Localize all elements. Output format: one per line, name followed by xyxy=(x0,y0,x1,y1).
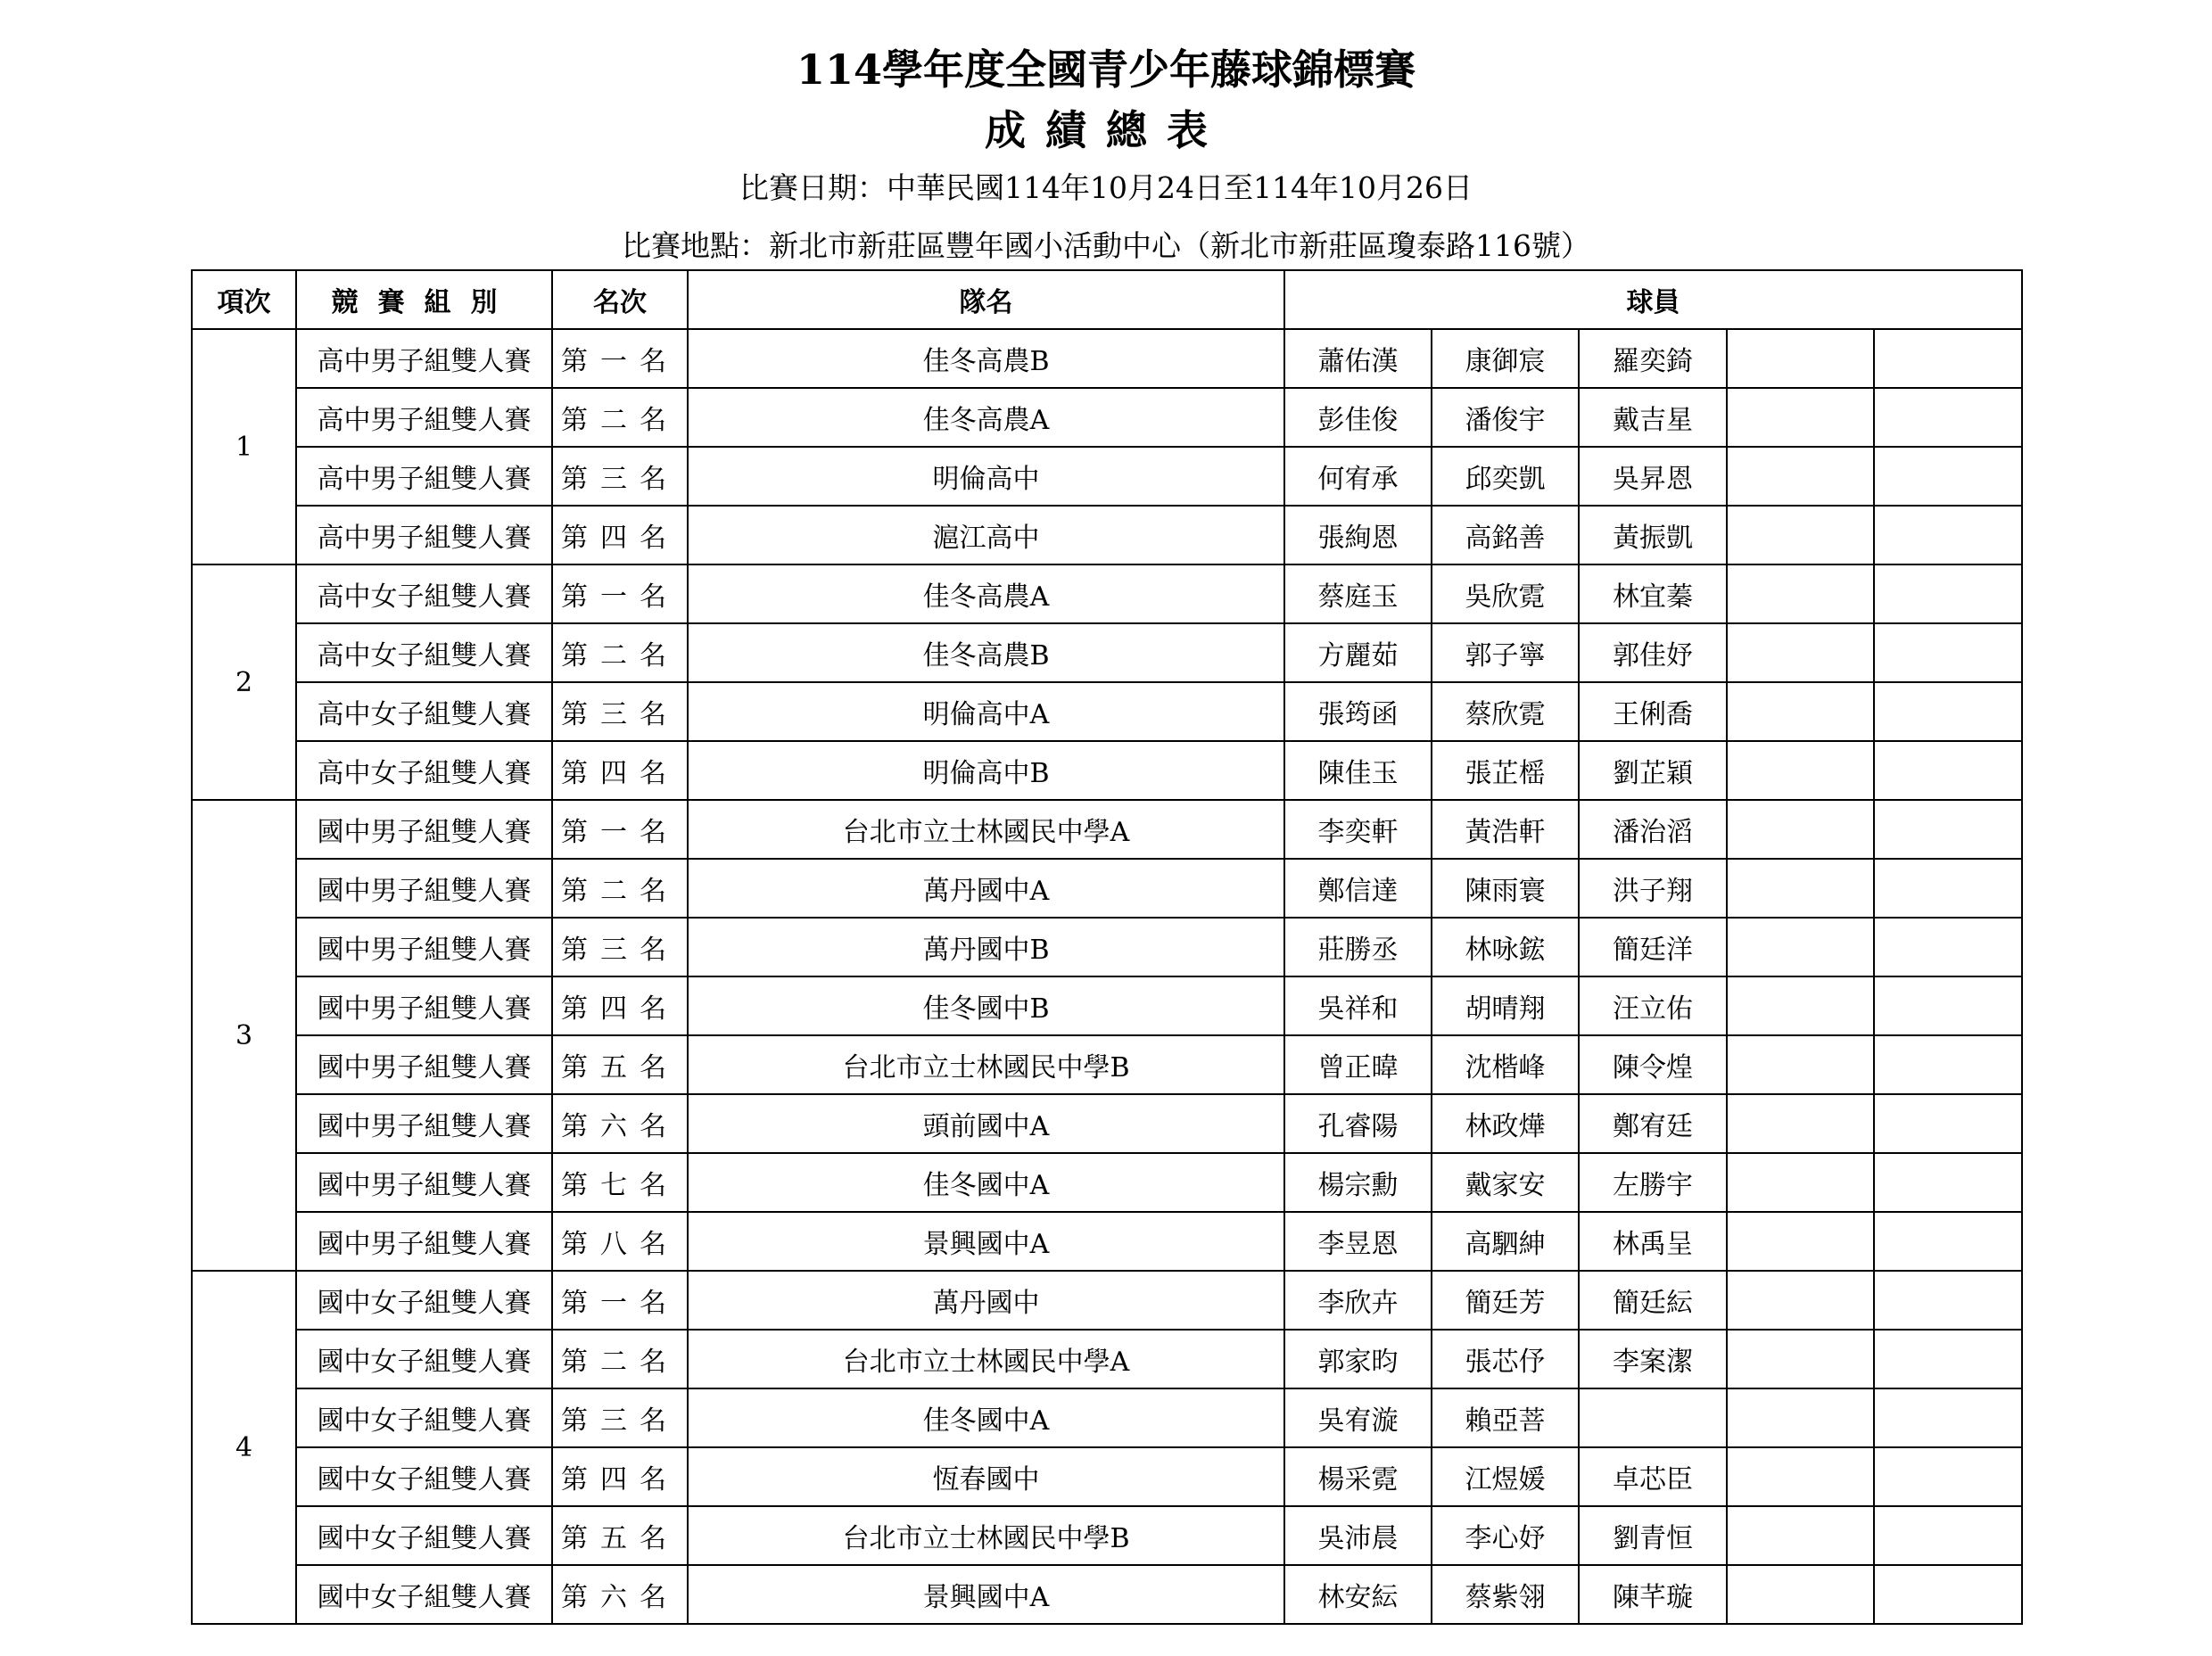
empty-player-cell xyxy=(1727,741,1874,800)
empty-player-cell xyxy=(1874,859,2022,918)
player-cell: 林安紜 xyxy=(1284,1565,1432,1624)
division-cell: 高中女子組雙人賽 xyxy=(296,682,552,741)
header-item-no: 項次 xyxy=(192,270,296,329)
player-cell: 李心妤 xyxy=(1432,1506,1579,1565)
table-row xyxy=(192,564,2022,623)
division-cell: 國中男子組雙人賽 xyxy=(296,859,552,918)
table-row xyxy=(192,859,2022,918)
player-cell: 郭家昀 xyxy=(1284,1330,1432,1388)
team-cell: 明倫高中 xyxy=(688,447,1284,506)
empty-player-cell xyxy=(1874,1330,2022,1388)
player-cell: 張絢恩 xyxy=(1284,506,1432,564)
table-row xyxy=(192,506,2022,564)
table-row xyxy=(192,1094,2022,1153)
player-cell: 林宜蓁 xyxy=(1579,564,1727,623)
item-number-cell: 4 xyxy=(192,1271,296,1624)
team-cell: 明倫高中A xyxy=(688,682,1284,741)
empty-player-cell xyxy=(1874,447,2022,506)
table-row xyxy=(192,1212,2022,1271)
table-row xyxy=(192,800,2022,859)
empty-player-cell xyxy=(1874,388,2022,447)
document-subtitle: 成績總表 xyxy=(985,106,1227,154)
team-cell: 台北市立士林國民中學B xyxy=(688,1035,1284,1094)
team-cell: 景興國中A xyxy=(688,1212,1284,1271)
table-row xyxy=(192,682,2022,741)
player-cell: 郭子寧 xyxy=(1432,623,1579,682)
empty-player-cell xyxy=(1727,976,1874,1035)
player-cell: 高駟紳 xyxy=(1432,1212,1579,1271)
division-cell: 國中男子組雙人賽 xyxy=(296,800,552,859)
player-cell: 楊采霓 xyxy=(1284,1447,1432,1506)
player-cell: 林政燁 xyxy=(1432,1094,1579,1153)
player-cell: 左勝宇 xyxy=(1579,1153,1727,1212)
division-cell: 國中男子組雙人賽 xyxy=(296,918,552,976)
player-cell: 林咏鋐 xyxy=(1432,918,1579,976)
rank-cell: 第四名 xyxy=(552,741,688,800)
player-cell: 黃振凱 xyxy=(1579,506,1727,564)
player-cell: 陳芊璇 xyxy=(1579,1565,1727,1624)
team-cell: 萬丹國中A xyxy=(688,859,1284,918)
table-row xyxy=(192,1506,2022,1565)
rank-cell: 第八名 xyxy=(552,1212,688,1271)
rank-cell: 第七名 xyxy=(552,1153,688,1212)
division-cell: 國中男子組雙人賽 xyxy=(296,1212,552,1271)
player-cell: 何宥承 xyxy=(1284,447,1432,506)
rank-cell: 第二名 xyxy=(552,623,688,682)
rank-cell: 第一名 xyxy=(552,800,688,859)
empty-player-cell xyxy=(1727,1035,1874,1094)
player-cell: 戴吉星 xyxy=(1579,388,1727,447)
player-cell: 邱奕凱 xyxy=(1432,447,1579,506)
player-cell: 張筠函 xyxy=(1284,682,1432,741)
rank-cell: 第二名 xyxy=(552,388,688,447)
player-cell: 李欣卉 xyxy=(1284,1271,1432,1330)
competition-venue: 比賽地點：新北市新莊區豐年國小活動中心（新北市新莊區瓊泰路116號） xyxy=(622,228,1590,263)
results-body xyxy=(192,329,2022,1624)
player-cell: 胡晴翔 xyxy=(1432,976,1579,1035)
team-cell: 萬丹國中B xyxy=(688,918,1284,976)
rank-cell: 第二名 xyxy=(552,859,688,918)
document-title: 114學年度全國青少年藤球錦標賽 xyxy=(796,45,1416,94)
rank-cell: 第三名 xyxy=(552,447,688,506)
player-cell: 簡廷洋 xyxy=(1579,918,1727,976)
table-row xyxy=(192,1035,2022,1094)
division-cell: 國中男子組雙人賽 xyxy=(296,1153,552,1212)
empty-player-cell xyxy=(1874,623,2022,682)
table-row xyxy=(192,1565,2022,1624)
player-cell: 蔡紫翎 xyxy=(1432,1565,1579,1624)
player-cell: 李奕軒 xyxy=(1284,800,1432,859)
header-team: 隊名 xyxy=(688,270,1284,329)
player-cell: 黃浩軒 xyxy=(1432,800,1579,859)
player-cell: 沈楷峰 xyxy=(1432,1035,1579,1094)
player-cell: 方麗茹 xyxy=(1284,623,1432,682)
empty-player-cell xyxy=(1727,447,1874,506)
player-cell: 張芯伃 xyxy=(1432,1330,1579,1388)
table-row xyxy=(192,1271,2022,1330)
table-row xyxy=(192,329,2022,388)
division-cell: 國中女子組雙人賽 xyxy=(296,1447,552,1506)
empty-player-cell xyxy=(1727,800,1874,859)
empty-player-cell xyxy=(1874,800,2022,859)
player-cell: 簡廷芳 xyxy=(1432,1271,1579,1330)
table-row xyxy=(192,1388,2022,1447)
division-cell: 高中男子組雙人賽 xyxy=(296,506,552,564)
player-cell: 鄭信達 xyxy=(1284,859,1432,918)
empty-player-cell xyxy=(1874,1388,2022,1447)
empty-player-cell xyxy=(1727,918,1874,976)
competition-date: 比賽日期：中華民國114年10月24日至114年10月26日 xyxy=(739,170,1473,205)
team-cell: 景興國中A xyxy=(688,1565,1284,1624)
team-cell: 佳冬國中A xyxy=(688,1388,1284,1447)
division-cell: 國中男子組雙人賽 xyxy=(296,1035,552,1094)
division-cell: 國中女子組雙人賽 xyxy=(296,1565,552,1624)
player-cell: 李昱恩 xyxy=(1284,1212,1432,1271)
empty-player-cell xyxy=(1874,1153,2022,1212)
team-cell: 佳冬國中B xyxy=(688,976,1284,1035)
empty-player-cell xyxy=(1727,859,1874,918)
item-number-cell: 1 xyxy=(192,329,296,564)
table-row xyxy=(192,447,2022,506)
team-cell: 滬江高中 xyxy=(688,506,1284,564)
table-row xyxy=(192,1330,2022,1388)
player-cell: 吳欣霓 xyxy=(1432,564,1579,623)
player-cell: 江煜媛 xyxy=(1432,1447,1579,1506)
player-cell: 高銘善 xyxy=(1432,506,1579,564)
player-cell: 賴亞菩 xyxy=(1432,1388,1579,1447)
rank-cell: 第一名 xyxy=(552,1271,688,1330)
table-row xyxy=(192,388,2022,447)
rank-cell: 第四名 xyxy=(552,1447,688,1506)
empty-player-cell xyxy=(1727,388,1874,447)
team-cell: 台北市立士林國民中學B xyxy=(688,1506,1284,1565)
empty-player-cell xyxy=(1874,1094,2022,1153)
player-cell: 洪子翔 xyxy=(1579,859,1727,918)
team-cell: 佳冬高農B xyxy=(688,623,1284,682)
player-cell: 陳令煌 xyxy=(1579,1035,1727,1094)
player-cell: 羅奕錡 xyxy=(1579,329,1727,388)
empty-player-cell xyxy=(1874,1565,2022,1624)
player-cell: 潘治滔 xyxy=(1579,800,1727,859)
player-cell: 林禹呈 xyxy=(1579,1212,1727,1271)
rank-cell: 第三名 xyxy=(552,682,688,741)
rank-cell: 第四名 xyxy=(552,506,688,564)
player-cell: 吳祥和 xyxy=(1284,976,1432,1035)
table-row xyxy=(192,1153,2022,1212)
rank-cell: 第三名 xyxy=(552,918,688,976)
empty-player-cell xyxy=(1874,506,2022,564)
empty-player-cell xyxy=(1874,564,2022,623)
table-row xyxy=(192,976,2022,1035)
rank-cell: 第六名 xyxy=(552,1094,688,1153)
rank-cell: 第六名 xyxy=(552,1565,688,1624)
player-cell: 郭佳妤 xyxy=(1579,623,1727,682)
player-cell: 汪立佑 xyxy=(1579,976,1727,1035)
empty-player-cell xyxy=(1874,1506,2022,1565)
player-cell: 楊宗勳 xyxy=(1284,1153,1432,1212)
rank-cell: 第二名 xyxy=(552,1330,688,1388)
team-cell: 台北市立士林國民中學A xyxy=(688,800,1284,859)
empty-player-cell xyxy=(1727,1447,1874,1506)
empty-player-cell xyxy=(1727,506,1874,564)
division-cell: 國中男子組雙人賽 xyxy=(296,976,552,1035)
table-row xyxy=(192,918,2022,976)
player-cell: 孔睿陽 xyxy=(1284,1094,1432,1153)
team-cell: 佳冬高農B xyxy=(688,329,1284,388)
division-cell: 國中女子組雙人賽 xyxy=(296,1506,552,1565)
division-cell: 高中女子組雙人賽 xyxy=(296,741,552,800)
empty-player-cell xyxy=(1874,1035,2022,1094)
empty-player-cell xyxy=(1727,1330,1874,1388)
division-cell: 國中女子組雙人賽 xyxy=(296,1330,552,1388)
header-division: 競賽組別 xyxy=(296,270,552,329)
team-cell: 恆春國中 xyxy=(688,1447,1284,1506)
player-cell: 戴家安 xyxy=(1432,1153,1579,1212)
player-cell: 吳昇恩 xyxy=(1579,447,1727,506)
player-cell: 簡廷紜 xyxy=(1579,1271,1727,1330)
player-cell: 陳雨寰 xyxy=(1432,859,1579,918)
empty-player-cell xyxy=(1727,623,1874,682)
empty-player-cell xyxy=(1874,1212,2022,1271)
table-header-row xyxy=(192,270,2022,329)
division-cell: 高中男子組雙人賽 xyxy=(296,388,552,447)
division-cell: 國中女子組雙人賽 xyxy=(296,1271,552,1330)
player-cell: 吳宥漩 xyxy=(1284,1388,1432,1447)
player-cell: 李案潔 xyxy=(1579,1330,1727,1388)
player-cell: 彭佳俊 xyxy=(1284,388,1432,447)
division-cell: 高中女子組雙人賽 xyxy=(296,623,552,682)
player-cell: 張芷榣 xyxy=(1432,741,1579,800)
team-cell: 佳冬國中A xyxy=(688,1153,1284,1212)
player-cell: 蔡庭玉 xyxy=(1284,564,1432,623)
empty-player-cell xyxy=(1727,1212,1874,1271)
empty-player-cell xyxy=(1874,1271,2022,1330)
team-cell: 萬丹國中 xyxy=(688,1271,1284,1330)
rank-cell: 第五名 xyxy=(552,1506,688,1565)
division-cell: 國中女子組雙人賽 xyxy=(296,1388,552,1447)
division-cell: 高中男子組雙人賽 xyxy=(296,329,552,388)
item-number-cell: 2 xyxy=(192,564,296,800)
empty-player-cell xyxy=(1727,1565,1874,1624)
item-number-cell: 3 xyxy=(192,800,296,1271)
empty-player-cell xyxy=(1874,741,2022,800)
table-row xyxy=(192,1447,2022,1506)
division-cell: 高中女子組雙人賽 xyxy=(296,564,552,623)
team-cell: 佳冬高農A xyxy=(688,388,1284,447)
player-cell: 蔡欣霓 xyxy=(1432,682,1579,741)
player-cell xyxy=(1579,1388,1727,1447)
player-cell: 康御宸 xyxy=(1432,329,1579,388)
header-players: 球員 xyxy=(1284,270,2022,329)
player-cell: 蕭佑漢 xyxy=(1284,329,1432,388)
player-cell: 莊勝丞 xyxy=(1284,918,1432,976)
team-cell: 明倫高中B xyxy=(688,741,1284,800)
division-cell: 高中男子組雙人賽 xyxy=(296,447,552,506)
empty-player-cell xyxy=(1727,1506,1874,1565)
rank-cell: 第一名 xyxy=(552,329,688,388)
table-row xyxy=(192,741,2022,800)
empty-player-cell xyxy=(1874,918,2022,976)
team-cell: 佳冬高農A xyxy=(688,564,1284,623)
player-cell: 卓芯臣 xyxy=(1579,1447,1727,1506)
team-cell: 台北市立士林國民中學A xyxy=(688,1330,1284,1388)
empty-player-cell xyxy=(1874,682,2022,741)
division-cell: 國中男子組雙人賽 xyxy=(296,1094,552,1153)
player-cell: 劉青恒 xyxy=(1579,1506,1727,1565)
team-cell: 頭前國中A xyxy=(688,1094,1284,1153)
results-table xyxy=(191,269,2023,1625)
empty-player-cell xyxy=(1727,1153,1874,1212)
empty-player-cell xyxy=(1874,329,2022,388)
player-cell: 鄭宥廷 xyxy=(1579,1094,1727,1153)
empty-player-cell xyxy=(1727,329,1874,388)
player-cell: 王俐喬 xyxy=(1579,682,1727,741)
empty-player-cell xyxy=(1874,1447,2022,1506)
rank-cell: 第一名 xyxy=(552,564,688,623)
empty-player-cell xyxy=(1727,682,1874,741)
empty-player-cell xyxy=(1874,976,2022,1035)
player-cell: 陳佳玉 xyxy=(1284,741,1432,800)
header-rank: 名次 xyxy=(552,270,688,329)
rank-cell: 第三名 xyxy=(552,1388,688,1447)
rank-cell: 第五名 xyxy=(552,1035,688,1094)
rank-cell: 第四名 xyxy=(552,976,688,1035)
player-cell: 潘俊宇 xyxy=(1432,388,1579,447)
empty-player-cell xyxy=(1727,1388,1874,1447)
player-cell: 劉芷穎 xyxy=(1579,741,1727,800)
empty-player-cell xyxy=(1727,1094,1874,1153)
player-cell: 吳沛晨 xyxy=(1284,1506,1432,1565)
table-row xyxy=(192,623,2022,682)
empty-player-cell xyxy=(1727,1271,1874,1330)
empty-player-cell xyxy=(1727,564,1874,623)
player-cell: 曾正暐 xyxy=(1284,1035,1432,1094)
